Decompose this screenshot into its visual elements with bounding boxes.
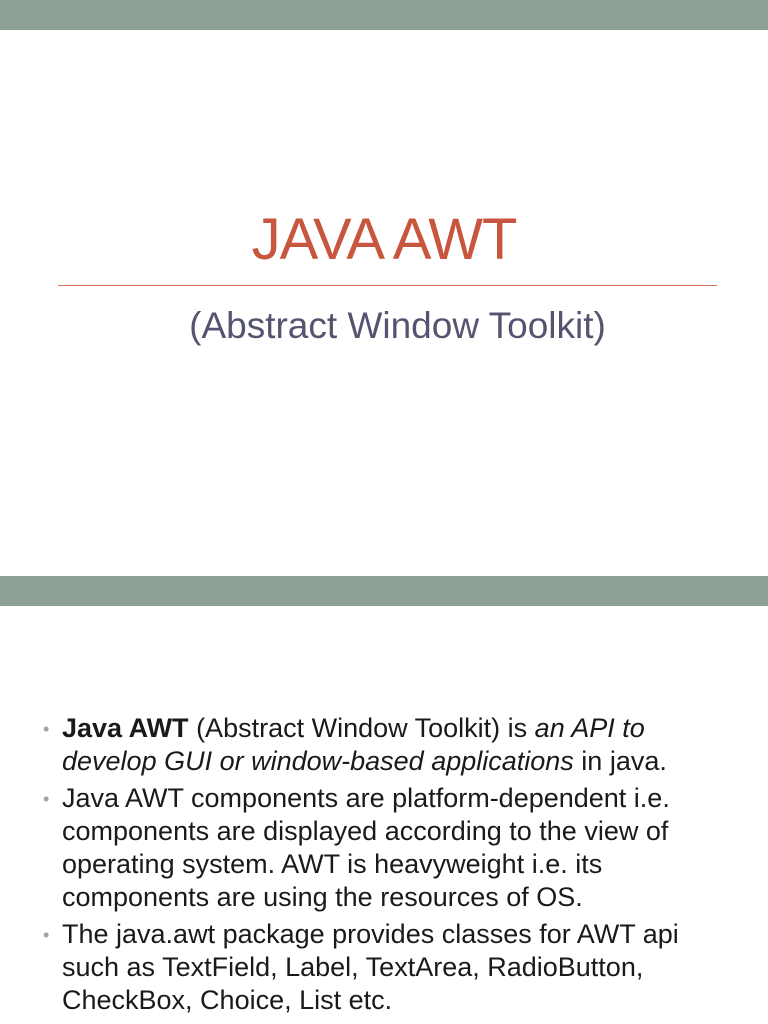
bullet-item-definition [42, 712, 732, 778]
bullet-item-package [42, 918, 732, 1017]
slide-title: JAVA AWT [251, 207, 517, 272]
bullet-icon: • [43, 925, 50, 945]
bullet-text: The java.awt package provides classes for AWT api such as TextField, Label, TextArea, RadioButton, CheckBox, Choice, List etc. [62, 919, 679, 1015]
slide-separator-band [0, 576, 768, 606]
bullet-bold-term: Java AWT [62, 713, 189, 743]
bullet-text: in java. [573, 746, 667, 776]
bullet-list [42, 712, 732, 1021]
bullet-icon: • [43, 789, 50, 809]
title-divider [58, 285, 717, 286]
bullet-italic-text: an API to develop GUI or window-based applications [62, 713, 645, 776]
bullet-text: Java AWT components are platform-dependent i.e. components are displayed according to the view of operating system. AWT is heavyweight i.e. its components are using the resources of OS. [62, 783, 670, 912]
bullet-icon: • [43, 719, 50, 739]
bullet-text: (Abstract Window Toolkit) is [188, 713, 535, 743]
slide-header-band [0, 0, 768, 30]
bullet-item-platform [42, 782, 732, 914]
slide-subtitle: (Abstract Window Toolkit) [189, 305, 606, 346]
